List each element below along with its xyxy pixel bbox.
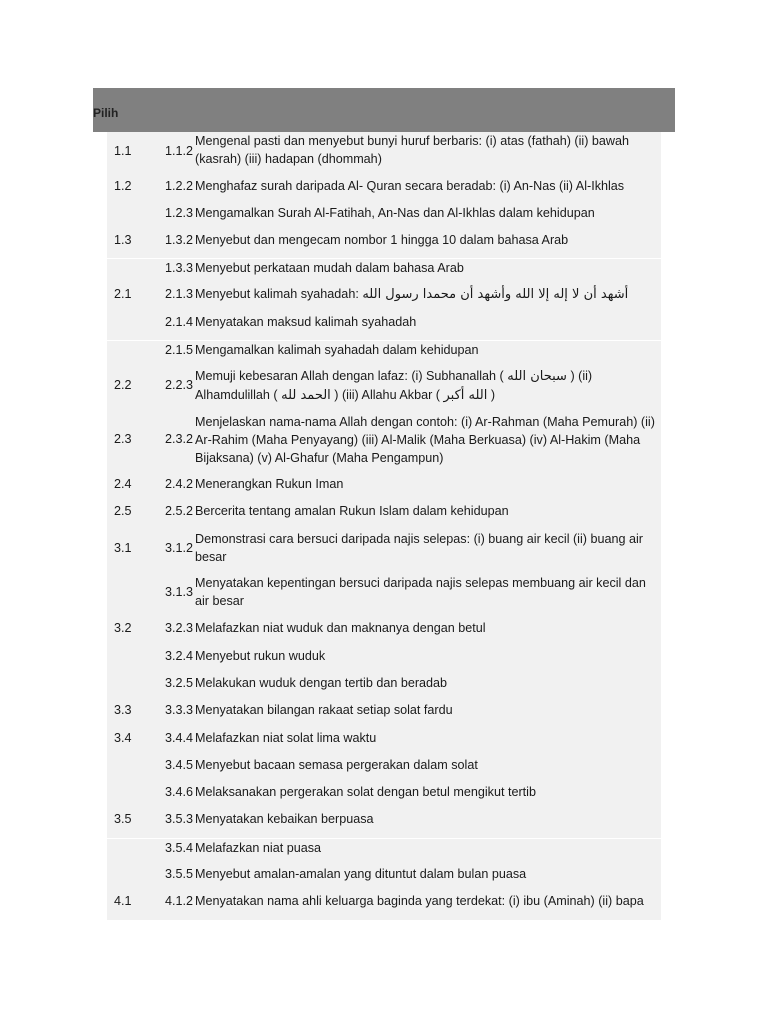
standard-code: 3.5.4 [165,841,194,855]
standard-text: Melakukan wuduk dengan tertib dan beradab [195,676,448,690]
arabic-text: أشهد أن لا إله إلا الله وأشهد أن محمدا رسول الله [362,287,629,302]
standard-text: Menyatakan kepentingan bersuci daripada najis selepas membuang air kecil dan air besar [195,576,646,608]
standard-text: Menyebut perkataan mudah dalam bahasa Arab [195,261,464,275]
standard-text: Menyebut bacaan semasa pergerakan dalam solat [195,758,478,772]
section-number: 2.1 [114,287,132,301]
standard-text: Menyebut rukun wuduk [195,649,326,663]
standard-text [195,367,661,405]
section-number: 2.5 [114,504,132,518]
standard-code: 2.1.5 [165,343,194,357]
table-row [107,258,661,275]
standard-text: Menghafaz surah daripada Al- Quran secara beradab: (i) An-Nas (ii) Al-Ikhlas [195,179,625,193]
standard-text: Menyatakan maksud kalimah syahadah [195,315,417,329]
standard-code: 1.3.3 [165,261,194,275]
standard-code: 3.2.3 [165,621,194,635]
arabic-text: الحمد لله [281,388,331,403]
standard-text: Menyatakan kebaikan berpuasa [195,812,374,826]
standard-text-part: ) [490,388,496,402]
standard-code: 2.4.2 [165,477,194,491]
section-number: 3.4 [114,731,132,745]
section-number: 1.3 [114,233,132,247]
header-label: Pilih [93,106,119,120]
standard-code: 3.5.3 [165,812,194,826]
standard-code: 2.5.2 [165,504,194,518]
arabic-text: الله أكبر [443,388,488,403]
standard-code: 3.1.2 [165,541,194,555]
standard-text: Demonstrasi cara bersuci daripada najis selepas: (i) buang air kecil (ii) buang air besar [195,532,643,564]
section-number: 2.4 [114,477,132,491]
section-number: 3.3 [114,703,132,717]
standard-code: 3.1.3 [165,585,194,599]
standard-text [195,285,661,304]
standard-code: 2.2.3 [165,378,194,392]
standard-code: 3.2.4 [165,649,194,663]
standard-text: Melafazkan niat solat lima waktu [195,731,377,745]
standard-code: 3.2.5 [165,676,194,690]
standard-text: Menjelaskan nama-nama Allah dengan contoh: (i) Ar-Rahman (Maha Pemurah) (ii) Ar-Rahim (Maha Penyayang) (iii) Al-Malik (Maha Berkuasa) (iv) Al-Hakim (Maha Bijaksana) (v) Al-Ghafur (Maha Pengampun) [195,415,655,465]
standard-text: Menerangkan Rukun Iman [195,477,344,491]
section-number: 2.2 [114,378,132,392]
section-number: 3.2 [114,621,132,635]
standard-code: 3.3.3 [165,703,194,717]
standard-code: 1.3.2 [165,233,194,247]
standard-text: Melaksanakan pergerakan solat dengan betul mengikut tertib [195,785,536,799]
section-number: 3.5 [114,812,132,826]
standard-code: 3.4.5 [165,758,194,772]
standard-text: Mengenal pasti dan menyebut bunyi huruf berbaris: (i) atas (fathah) (ii) bawah (kasrah) (iii) hadapan (dhommah) [195,134,630,166]
standard-text: Melafazkan niat wuduk dan maknanya dengan betul [195,621,486,635]
table-row [107,340,661,357]
standard-text: Menyatakan bilangan rakaat setiap solat fardu [195,703,453,717]
standard-text-part: Memuji kebesaran Allah dengan lafaz: (i) Subhanallah ( [195,369,504,383]
standard-code: 1.2.2 [165,179,194,193]
arabic-text: سبحان الله [507,369,567,384]
section-number: 1.2 [114,179,132,193]
standard-code: 2.3.2 [165,432,194,446]
standard-code: 3.4.4 [165,731,194,745]
standard-text: Menyebut amalan-amalan yang dituntut dalam bulan puasa [195,867,527,881]
standard-code: 4.1.2 [165,894,194,908]
table-header-bar [93,88,675,132]
standard-text-part: ) (ii) Alhamdulillah ( [195,369,593,402]
standard-code: 2.1.4 [165,315,194,329]
learning-standards-table [107,132,661,920]
standard-text: Menyatakan nama ahli keluarga baginda yang terdekat: (i) ibu (Aminah) (ii) bapa [195,894,644,908]
standard-text: Menyebut dan mengecam nombor 1 hingga 10 dalam bahasa Arab [195,233,569,247]
standard-code: 3.4.6 [165,785,194,799]
section-number: 2.3 [114,432,132,446]
standard-code: 1.1.2 [165,144,194,158]
section-number: 1.1 [114,144,132,158]
section-number: 3.1 [114,541,132,555]
standard-text: Melafazkan niat puasa [195,841,322,855]
standard-text-part: ) (iii) Allahu Akbar ( [334,388,440,402]
section-number: 4.1 [114,894,132,908]
table-row [107,838,661,855]
standard-text: Mengamalkan Surah Al-Fatihah, An-Nas dan Al-Ikhlas dalam kehidupan [195,206,595,220]
standard-code: 2.1.3 [165,287,194,301]
standard-code: 1.2.3 [165,206,194,220]
standard-text: Bercerita tentang amalan Rukun Islam dalam kehidupan [195,504,509,518]
standard-text: Mengamalkan kalimah syahadah dalam kehidupan [195,343,479,357]
standard-code: 3.5.5 [165,867,194,881]
standard-text-latin: Menyebut kalimah syahadah: [195,287,359,301]
